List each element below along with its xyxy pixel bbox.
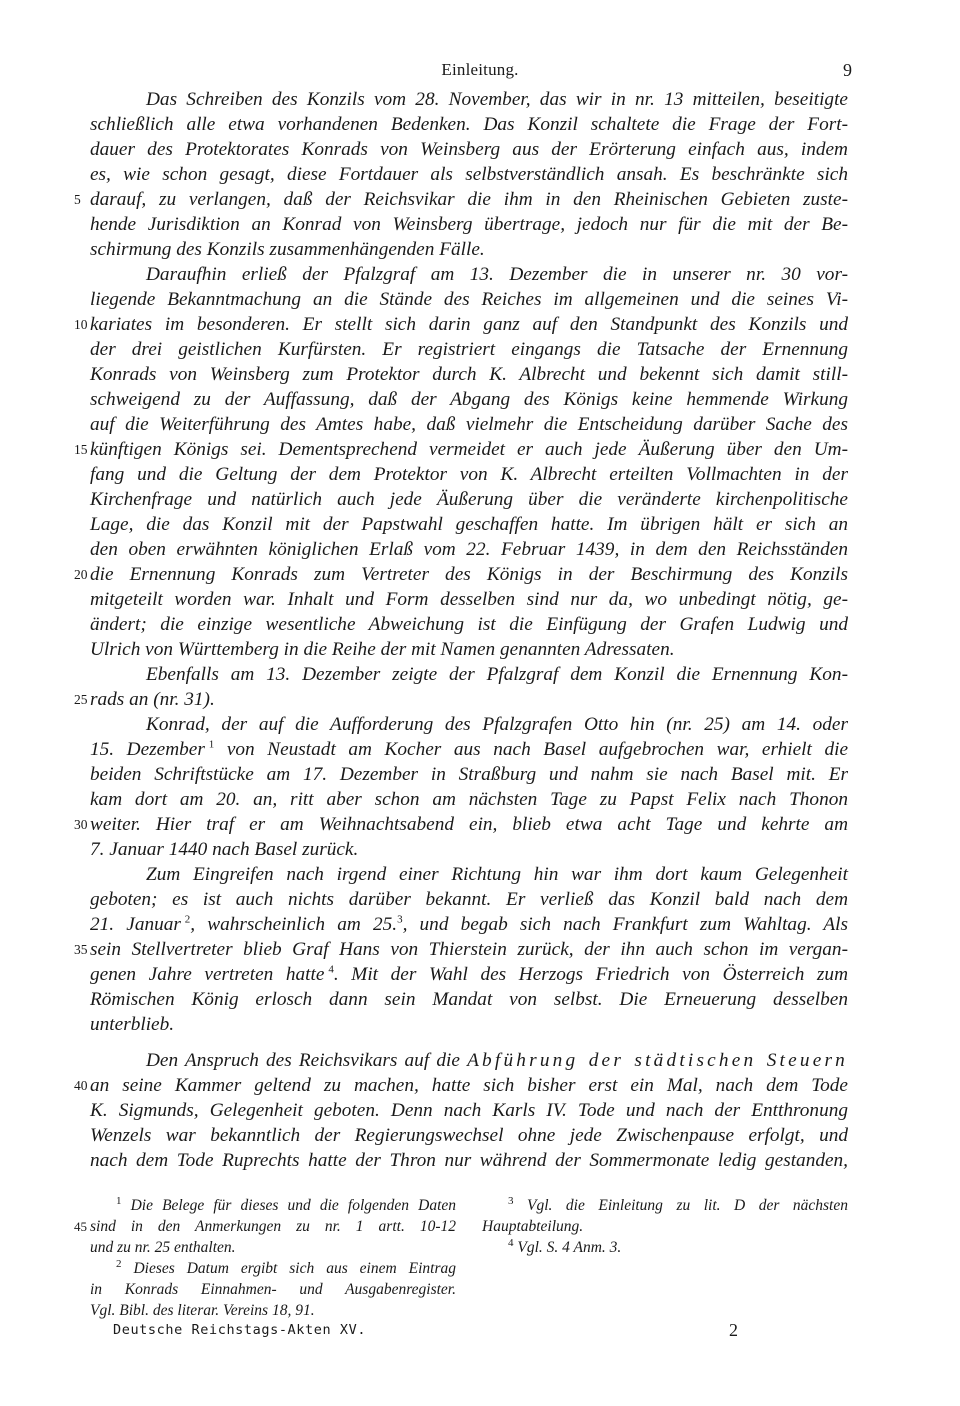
text-span: , wahrscheinlich am 25.	[190, 914, 398, 935]
text-line: künftigen Königs sei. Dementsprechend vermeidet er auch jede Äußerung über den Um-	[90, 439, 848, 460]
text-line: schweigend zu der Auffassung, daß der Abgang des Königs keine hemmende Wirkung	[90, 389, 848, 410]
text-line: fang und die Geltung der dem Protektor von K. Albrecht erteilten Vollmachten in der	[90, 464, 848, 485]
footnote-ref: 1	[208, 738, 215, 751]
line-number: 10	[74, 317, 88, 332]
text-line: 7. Januar 1440 nach Basel zurück.	[90, 839, 359, 860]
footnote-line	[508, 1237, 848, 1258]
text-line: rads an (nr. 31).	[90, 689, 215, 710]
text-line: hende Jurisdiktion an Konrad von Weinsberg übertrage, jedoch nur für die mit der Be-	[90, 214, 848, 235]
text-line: Römischen König erlosch dann sein Mandat von selbst. Die Erneuerung desselben	[90, 989, 848, 1010]
running-head: Einleitung.	[441, 60, 519, 79]
footnote-line: Hauptabteilung.	[482, 1218, 584, 1235]
text-span: von Neustadt am Kocher aus nach Basel aufgebrochen war, erhielt die	[226, 739, 848, 760]
line-number: 35	[74, 942, 88, 957]
text-line: beiden Schriftstücke am 17. Dezember in Straßburg und nahm sie nach Basel mit. Er	[90, 764, 848, 785]
text-line: Das Schreiben des Konzils vom 28. November, das wir in nr. 13 mitteilen, beseitigte	[146, 89, 848, 110]
line-number: 45	[74, 1219, 87, 1234]
footnote-ref: 4	[328, 963, 334, 976]
text-line: liegende Bekanntmachung an die Stände des Reiches im allgemeinen und die seines Vi-	[90, 289, 848, 310]
footnote-ref: 3	[397, 913, 403, 926]
text-line: nach dem Tode Ruprechts hatte der Thron nur während der Sommermonate ledig gestanden,	[90, 1150, 848, 1171]
text-line: kam dort am 20. an, ritt aber schon am nächsten Tage zu Papst Felix nach Thonon	[90, 789, 848, 810]
text-line: kariates im besonderen. Er stellt sich darin ganz auf den Standpunkt des Konzils und	[90, 314, 848, 335]
text-line: der drei geistlichen Kurfürsten. Er registriert eingangs die Tatsache der Ernennung	[90, 339, 848, 360]
line-number: 25	[74, 692, 88, 707]
footnote-line: in Konrads Einnahmen- und Ausgabenregister.	[90, 1281, 456, 1298]
text-line: mitgeteilt worden war. Inhalt und Form desselben sind nur da, wo unbedingt nötig, ge-	[90, 589, 848, 610]
text-line: es, wie schon gesagt, diese Fortdauer als selbstverständlich ansah. Es beschränkte sich	[90, 164, 848, 185]
text-line: an seine Kammer geltend zu machen, hatte sich bisher erst ein Mal, nach dem Tode	[90, 1075, 848, 1096]
text-line: unterblieb.	[90, 1014, 175, 1035]
footnote-ref: 2	[184, 913, 191, 926]
footnote-mark: 4	[508, 1236, 514, 1249]
footnote-line	[116, 1195, 456, 1216]
text-span: Vgl. die Einleitung zu lit. D der nächsten	[527, 1197, 848, 1214]
line-number: 20	[74, 567, 88, 582]
text-line: ändert; die einzige wesentliche Abweichung ist die Einfügung der Grafen Ludwig und	[90, 614, 848, 635]
line-number: 40	[74, 1078, 88, 1093]
text-line: geboten; es ist auch nichts darüber bekannt. Er verließ das Konzil bald nach dem	[90, 889, 848, 910]
text-line: weiter. Hier traf er am Weihnachtsabend ein, blieb etwa acht Tage und kehrte am	[90, 814, 848, 835]
footnote-line: und zu nr. 25 enthalten.	[90, 1239, 236, 1256]
text-line: schließlich alle etwa vorhandenen Bedenken. Das Konzil schaltete die Frage der Fort-	[90, 114, 848, 135]
text-line: Lage, die das Konzil mit der Papstwahl geschaffen hatte. Im übrigen hält er sich an	[90, 514, 848, 535]
text-line: Wenzels war bekanntlich der Regierungswechsel ohne jede Zwischenpause erfolgt, und	[90, 1125, 848, 1146]
footnote-line: Vgl. Bibl. des literar. Vereins 18, 91.	[90, 1302, 315, 1319]
text-line: Zum Eingreifen nach irgend einer Richtung hin war ihm dort kaum Gelegenheit	[146, 864, 848, 885]
text-span: Die Belege für dieses und die folgenden Daten	[130, 1197, 457, 1214]
text-span: genen Jahre vertreten hatte	[90, 964, 325, 985]
text-line: den oben erwähnten königlichen Erlaß vom 22. Februar 1439, in dem den Reichsständen	[90, 539, 848, 560]
text-line: Daraufhin erließ der Pfalzgraf am 13. Dezember die in unserer nr. 30 vor-	[146, 264, 848, 285]
text-line: darauf, zu verlangen, daß der Reichsvikar die ihm in den Rheinischen Gebieten zuste-	[90, 189, 848, 210]
text-line: schirmung des Konzils zusammenhängenden Fälle.	[90, 239, 485, 260]
text-line: Ebenfalls am 13. Dezember zeigte der Pfalzgraf dem Konzil die Ernennung Kon-	[146, 664, 848, 685]
text-line: dauer des Protektorates Konrads von Weinsberg aus der Erörterung einfach aus, indem	[90, 139, 848, 160]
text-span: Den Anspruch des Reichsvikars auf die	[146, 1050, 460, 1071]
emphasis-span: Abführung der städtischen Steuern	[467, 1050, 848, 1071]
line-number: 30	[74, 817, 88, 832]
text-line	[146, 1048, 848, 1073]
text-line: die Ernennung Konrads zum Vertreter des Königs in der Beschirmung des Konzils	[90, 564, 848, 585]
text-span: 15. Dezember	[90, 739, 205, 760]
text-line: Konrads von Weinsberg zum Protektor durch K. Albrecht und bekennt sich damit still-	[90, 364, 848, 385]
text-line: K. Sigmunds, Gelegenheit geboten. Denn nach Karls IV. Tode und nach der Entthronung	[90, 1100, 848, 1121]
text-line: Ulrich von Württemberg in die Reihe der mit Namen genannten Adressaten.	[90, 639, 675, 660]
text-span: Vgl. S. 4 Anm. 3.	[517, 1239, 622, 1256]
line-number: 15	[74, 442, 88, 457]
text-line: auf die Weiterführung des Amtes habe, daß vielmehr die Entscheidung darüber Sache des	[90, 414, 848, 435]
footnote-line	[116, 1258, 456, 1279]
text-span: , und begab sich nach Frankfurt zum Wahltag. Als	[402, 914, 848, 935]
signature-mark: 2	[729, 1320, 738, 1340]
text-line	[90, 737, 848, 762]
text-line: Konrad, der auf die Aufforderung des Pfalzgrafen Otto hin (nr. 25) am 14. oder	[146, 714, 848, 735]
text-span: Dieses Datum ergibt sich aus einem Eintrag	[133, 1260, 456, 1277]
text-line: sein Stellvertreter blieb Graf Hans von Thierstein zurück, der ihn auch schon im vergan-	[90, 939, 848, 960]
page-number: 9	[843, 60, 852, 80]
line-number: 5	[74, 192, 81, 207]
footnote-mark: 1	[116, 1194, 122, 1207]
text-line	[90, 962, 848, 987]
series-title: Deutsche Reichstags-Akten XV.	[113, 1322, 367, 1338]
footnote-mark: 3	[508, 1194, 514, 1207]
text-span: 21. Januar	[90, 914, 181, 935]
footnote-line	[508, 1195, 848, 1216]
text-line	[90, 912, 848, 937]
text-line: Kirchenfrage und natürlich auch jede Äußerung über die veränderte kirchenpolitische	[90, 489, 848, 510]
text-span: . Mit der Wahl des Herzogs Friedrich von Österreich zum	[333, 964, 848, 985]
footnote-mark: 2	[116, 1257, 122, 1270]
footnote-line: sind in den Anmerkungen zu nr. 1 artt. 10-12	[90, 1218, 456, 1235]
